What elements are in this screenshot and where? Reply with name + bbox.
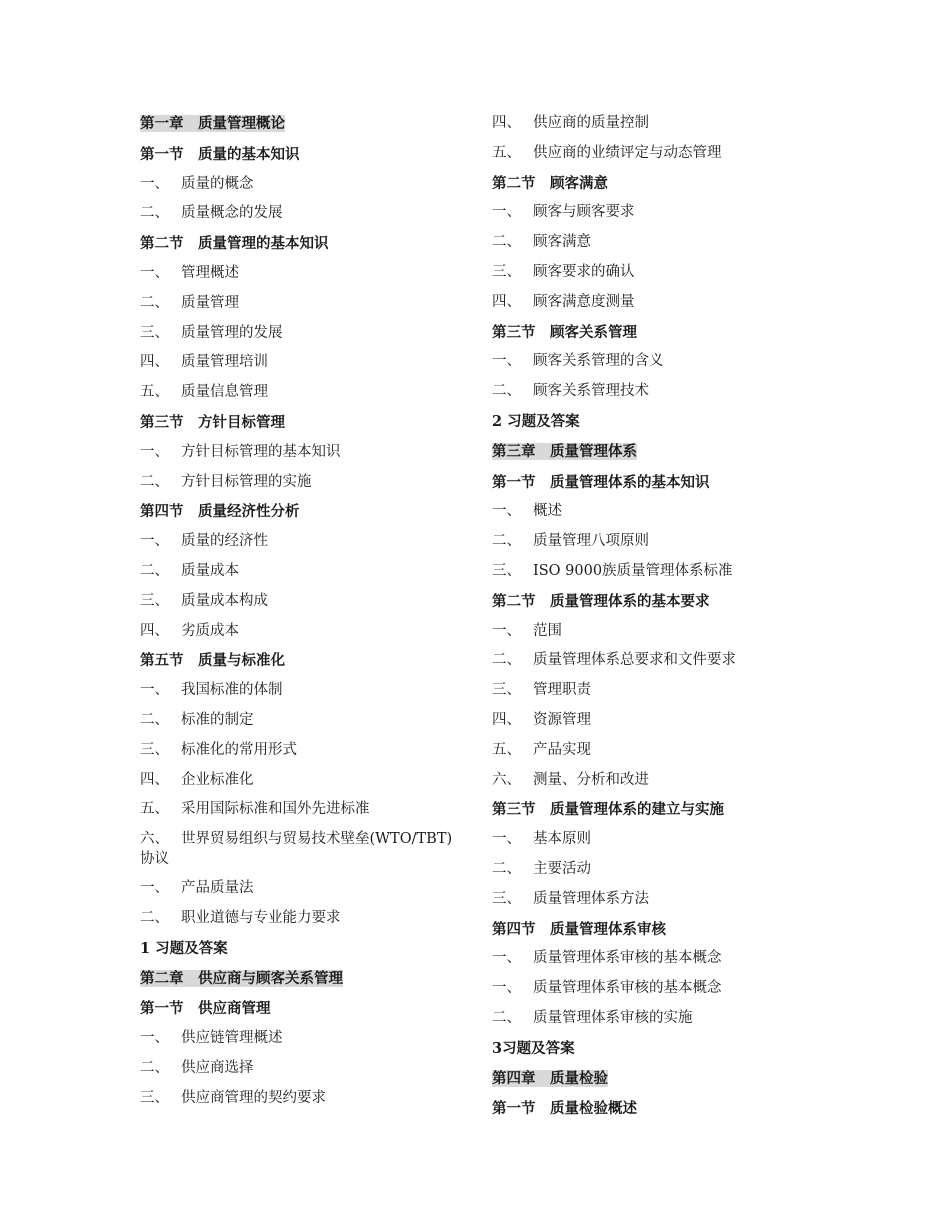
toc-item bbox=[492, 736, 792, 766]
item-title: 顾客满意 bbox=[533, 234, 591, 251]
item-number: 二、 bbox=[492, 860, 521, 877]
exercise-heading bbox=[492, 407, 792, 437]
section-title: 顾客满意 bbox=[550, 174, 608, 192]
section-title: 质量管理体系的基本知识 bbox=[550, 473, 710, 491]
toc-item bbox=[492, 228, 792, 258]
toc-item bbox=[140, 736, 465, 766]
toc-item bbox=[492, 139, 792, 169]
section-title: 方针目标管理 bbox=[198, 413, 285, 431]
toc-item bbox=[140, 527, 465, 557]
toc-item bbox=[140, 319, 465, 349]
item-title: 职业道德与专业能力要求 bbox=[181, 909, 341, 926]
item-title: 劣质成本 bbox=[181, 622, 239, 639]
chapter-number: 第三章 bbox=[492, 442, 536, 460]
item-number: 一、 bbox=[140, 533, 169, 550]
item-number: 二、 bbox=[492, 234, 521, 251]
section-heading bbox=[140, 229, 465, 259]
item-number: 一、 bbox=[140, 682, 169, 699]
item-title: 采用国际标准和国外先进标准 bbox=[181, 801, 370, 818]
item-title: 范围 bbox=[533, 622, 562, 639]
item-number: 一、 bbox=[492, 980, 521, 997]
item-title: 标准的制定 bbox=[181, 711, 254, 728]
toc-item bbox=[140, 1084, 465, 1114]
toc-item bbox=[140, 289, 465, 319]
section-heading bbox=[140, 994, 465, 1024]
item-title: 质量管理的发展 bbox=[181, 324, 283, 341]
toc-left-column bbox=[140, 109, 465, 1114]
section-number: 第一节 bbox=[492, 473, 536, 491]
toc-item bbox=[140, 1024, 465, 1054]
section-number: 第一节 bbox=[492, 1100, 536, 1118]
item-number: 六、 bbox=[140, 831, 169, 848]
toc-item bbox=[492, 944, 792, 974]
item-number: 一、 bbox=[140, 175, 169, 192]
section-heading bbox=[140, 140, 465, 170]
section-title: 顾客关系管理 bbox=[550, 323, 637, 341]
toc-item bbox=[492, 557, 792, 587]
item-title: 质量成本构成 bbox=[181, 592, 268, 609]
item-number: 一、 bbox=[140, 264, 169, 281]
toc-item bbox=[140, 438, 465, 468]
toc-item bbox=[140, 348, 465, 378]
section-heading bbox=[492, 795, 792, 825]
item-number: 一、 bbox=[492, 831, 521, 848]
item-number: 三、 bbox=[492, 263, 521, 280]
chapter-title: 质量管理体系 bbox=[550, 442, 637, 460]
item-number: 三、 bbox=[140, 324, 169, 341]
item-number: 三、 bbox=[140, 592, 169, 609]
item-title: 主要活动 bbox=[533, 860, 591, 877]
toc-item bbox=[492, 766, 792, 796]
section-heading bbox=[140, 646, 465, 676]
exercise-number: 2 bbox=[492, 412, 503, 430]
section-title: 供应商管理 bbox=[198, 1000, 271, 1018]
item-title: 供应商选择 bbox=[181, 1059, 254, 1076]
item-title: 供应商的业绩评定与动态管理 bbox=[533, 144, 722, 161]
section-heading bbox=[492, 1094, 792, 1124]
item-number: 二、 bbox=[140, 1059, 169, 1076]
section-number: 第三节 bbox=[492, 801, 536, 819]
chapter-heading-text bbox=[492, 1070, 608, 1087]
exercise-title: 习题及答案 bbox=[507, 412, 580, 430]
item-title: 方针目标管理的实施 bbox=[181, 473, 312, 490]
exercise-heading bbox=[140, 934, 465, 964]
toc-item bbox=[140, 904, 465, 934]
section-number: 第一节 bbox=[140, 145, 184, 163]
section-title: 质量与标准化 bbox=[198, 652, 285, 670]
toc-item bbox=[492, 825, 792, 855]
item-title: 质量信息管理 bbox=[181, 384, 268, 401]
toc-item bbox=[140, 706, 465, 736]
item-number: 五、 bbox=[140, 801, 169, 818]
item-title: 测量、分析和改进 bbox=[533, 771, 649, 788]
item-title: 产品实现 bbox=[533, 741, 591, 758]
section-title: 质量经济性分析 bbox=[198, 503, 300, 521]
item-number: 四、 bbox=[140, 354, 169, 371]
section-title: 质量管理体系的建立与实施 bbox=[550, 801, 724, 819]
item-number: 一、 bbox=[492, 204, 521, 221]
item-number: 二、 bbox=[492, 533, 521, 550]
chapter-number: 第一章 bbox=[140, 115, 184, 132]
section-title: 质量管理体系的基本要求 bbox=[550, 592, 710, 610]
section-heading bbox=[492, 587, 792, 617]
item-number: 四、 bbox=[492, 115, 521, 131]
toc-item bbox=[140, 795, 465, 825]
toc-item bbox=[492, 497, 792, 527]
item-number: 四、 bbox=[140, 771, 169, 788]
item-number: 三、 bbox=[492, 682, 521, 699]
toc-item bbox=[140, 259, 465, 289]
item-number: 一、 bbox=[492, 503, 521, 520]
toc-item bbox=[492, 885, 792, 915]
item-number: 三、 bbox=[492, 890, 521, 907]
item-number: 五、 bbox=[492, 144, 521, 161]
item-number: 二、 bbox=[492, 383, 521, 400]
item-number: 二、 bbox=[140, 711, 169, 728]
chapter-number: 第二章 bbox=[140, 969, 184, 987]
item-number: 二、 bbox=[140, 473, 169, 490]
item-number: 一、 bbox=[140, 443, 169, 460]
item-title: 质量概念的发展 bbox=[181, 205, 283, 222]
chapter-title: 质量管理概论 bbox=[198, 115, 285, 132]
item-number: 二、 bbox=[492, 1009, 521, 1026]
item-title: 产品质量法 bbox=[181, 880, 254, 897]
toc-right-column bbox=[492, 109, 792, 1124]
chapter-number: 第四章 bbox=[492, 1069, 536, 1087]
chapter-heading bbox=[140, 109, 465, 140]
toc-item bbox=[492, 258, 792, 288]
item-title: 质量管理培训 bbox=[181, 354, 268, 371]
item-number: 二、 bbox=[140, 294, 169, 311]
item-number: 四、 bbox=[140, 622, 169, 639]
item-title: 质量管理八项原则 bbox=[533, 533, 649, 550]
section-title: 质量管理的基本知识 bbox=[198, 235, 329, 253]
toc-item bbox=[492, 1004, 792, 1034]
item-number: 六、 bbox=[492, 771, 521, 788]
toc-item bbox=[492, 706, 792, 736]
chapter-title: 质量检验 bbox=[550, 1069, 608, 1087]
item-title: 供应链管理概述 bbox=[181, 1030, 283, 1047]
section-number: 第二节 bbox=[492, 592, 536, 610]
item-title: 供应商的质量控制 bbox=[533, 115, 649, 131]
chapter-heading-text bbox=[140, 115, 285, 132]
toc-item bbox=[492, 676, 792, 706]
item-number: 三、 bbox=[140, 1089, 169, 1106]
item-number: 三、 bbox=[140, 741, 169, 758]
item-number: 一、 bbox=[492, 950, 521, 967]
section-heading bbox=[492, 915, 792, 945]
exercise-heading bbox=[492, 1034, 792, 1064]
exercise-title: 习题及答案 bbox=[155, 939, 228, 957]
toc-item bbox=[140, 766, 465, 796]
section-number: 第四节 bbox=[140, 503, 184, 521]
chapter-heading bbox=[140, 964, 465, 995]
item-title: 质量管理体系审核的实施 bbox=[533, 1009, 693, 1026]
item-number: 二、 bbox=[492, 652, 521, 669]
section-title: 质量管理体系审核 bbox=[550, 920, 666, 938]
toc-item bbox=[492, 527, 792, 557]
section-heading bbox=[140, 497, 465, 527]
chapter-heading bbox=[492, 437, 792, 468]
item-number: 一、 bbox=[140, 880, 169, 897]
section-number: 第二节 bbox=[140, 235, 184, 253]
section-title: 质量检验概述 bbox=[550, 1100, 637, 1118]
toc-item bbox=[140, 557, 465, 587]
chapter-heading-text bbox=[492, 443, 637, 460]
item-title: 概述 bbox=[533, 503, 562, 520]
item-title: 世界贸易组织与贸易技术壁垒(WTO/TBT)协议 bbox=[140, 831, 453, 868]
toc-item bbox=[492, 347, 792, 377]
item-number: 四、 bbox=[492, 293, 521, 310]
item-number: 一、 bbox=[140, 1030, 169, 1047]
item-number: 一、 bbox=[492, 622, 521, 639]
section-number: 第三节 bbox=[492, 323, 536, 341]
item-title: 顾客满意度测量 bbox=[533, 293, 635, 310]
item-title: 管理职责 bbox=[533, 682, 591, 699]
toc-item bbox=[140, 825, 465, 874]
toc-item bbox=[140, 199, 465, 229]
item-title: 质量成本 bbox=[181, 562, 239, 579]
item-title: 质量管理体系审核的基本概念 bbox=[533, 950, 722, 967]
item-title: 我国标准的体制 bbox=[181, 682, 283, 699]
section-number: 第四节 bbox=[492, 920, 536, 938]
section-heading bbox=[492, 169, 792, 199]
chapter-heading bbox=[492, 1064, 792, 1095]
item-number: 一、 bbox=[492, 353, 521, 370]
exercise-number: 3 bbox=[492, 1039, 503, 1057]
chapter-title: 供应商与顾客关系管理 bbox=[198, 969, 343, 987]
item-title: 管理概述 bbox=[181, 264, 239, 281]
item-number: 二、 bbox=[140, 562, 169, 579]
toc-item bbox=[140, 587, 465, 617]
item-title: 质量的经济性 bbox=[181, 533, 268, 550]
section-number: 第一节 bbox=[140, 1000, 184, 1018]
item-title: 资源管理 bbox=[533, 711, 591, 728]
toc-item bbox=[140, 676, 465, 706]
section-number: 第三节 bbox=[140, 413, 184, 431]
item-number: 四、 bbox=[492, 711, 521, 728]
toc-item bbox=[492, 198, 792, 228]
item-number: 二、 bbox=[140, 909, 169, 926]
item-title: 标准化的常用形式 bbox=[181, 741, 297, 758]
chapter-heading-text bbox=[140, 970, 343, 987]
toc-item bbox=[492, 109, 792, 139]
toc-item bbox=[492, 974, 792, 1004]
toc-item bbox=[492, 288, 792, 318]
exercise-number: 1 bbox=[140, 939, 151, 957]
section-heading bbox=[492, 468, 792, 498]
item-number: 三、 bbox=[492, 562, 521, 579]
item-title: 企业标准化 bbox=[181, 771, 254, 788]
toc-item bbox=[140, 1054, 465, 1084]
item-title: 方针目标管理的基本知识 bbox=[181, 443, 341, 460]
item-title: 供应商管理的契约要求 bbox=[181, 1089, 326, 1106]
item-title: 质量管理体系审核的基本概念 bbox=[533, 980, 722, 997]
toc-item bbox=[140, 874, 465, 904]
section-number: 第二节 bbox=[492, 174, 536, 192]
item-number: 二、 bbox=[140, 205, 169, 222]
item-title: 质量管理体系总要求和文件要求 bbox=[533, 652, 736, 669]
toc-item bbox=[492, 646, 792, 676]
item-title: 顾客要求的确认 bbox=[533, 263, 635, 280]
item-title: ISO 9000族质量管理体系标准 bbox=[533, 562, 733, 579]
section-heading bbox=[492, 318, 792, 348]
toc-item bbox=[140, 378, 465, 408]
section-title: 质量的基本知识 bbox=[198, 145, 300, 163]
item-title: 质量管理 bbox=[181, 294, 239, 311]
toc-item bbox=[492, 855, 792, 885]
toc-item bbox=[140, 617, 465, 647]
toc-item bbox=[140, 468, 465, 498]
item-title: 顾客关系管理的含义 bbox=[533, 353, 664, 370]
item-title: 质量管理体系方法 bbox=[533, 890, 649, 907]
item-title: 顾客关系管理技术 bbox=[533, 383, 649, 400]
section-heading bbox=[140, 408, 465, 438]
item-title: 质量的概念 bbox=[181, 175, 254, 192]
item-title: 顾客与顾客要求 bbox=[533, 204, 635, 221]
item-number: 五、 bbox=[492, 741, 521, 758]
exercise-title: 习题及答案 bbox=[502, 1039, 575, 1057]
toc-item bbox=[492, 377, 792, 407]
item-title: 基本原则 bbox=[533, 831, 591, 848]
item-number: 五、 bbox=[140, 384, 169, 401]
section-number: 第五节 bbox=[140, 652, 184, 670]
toc-item bbox=[140, 170, 465, 200]
toc-item bbox=[492, 617, 792, 647]
